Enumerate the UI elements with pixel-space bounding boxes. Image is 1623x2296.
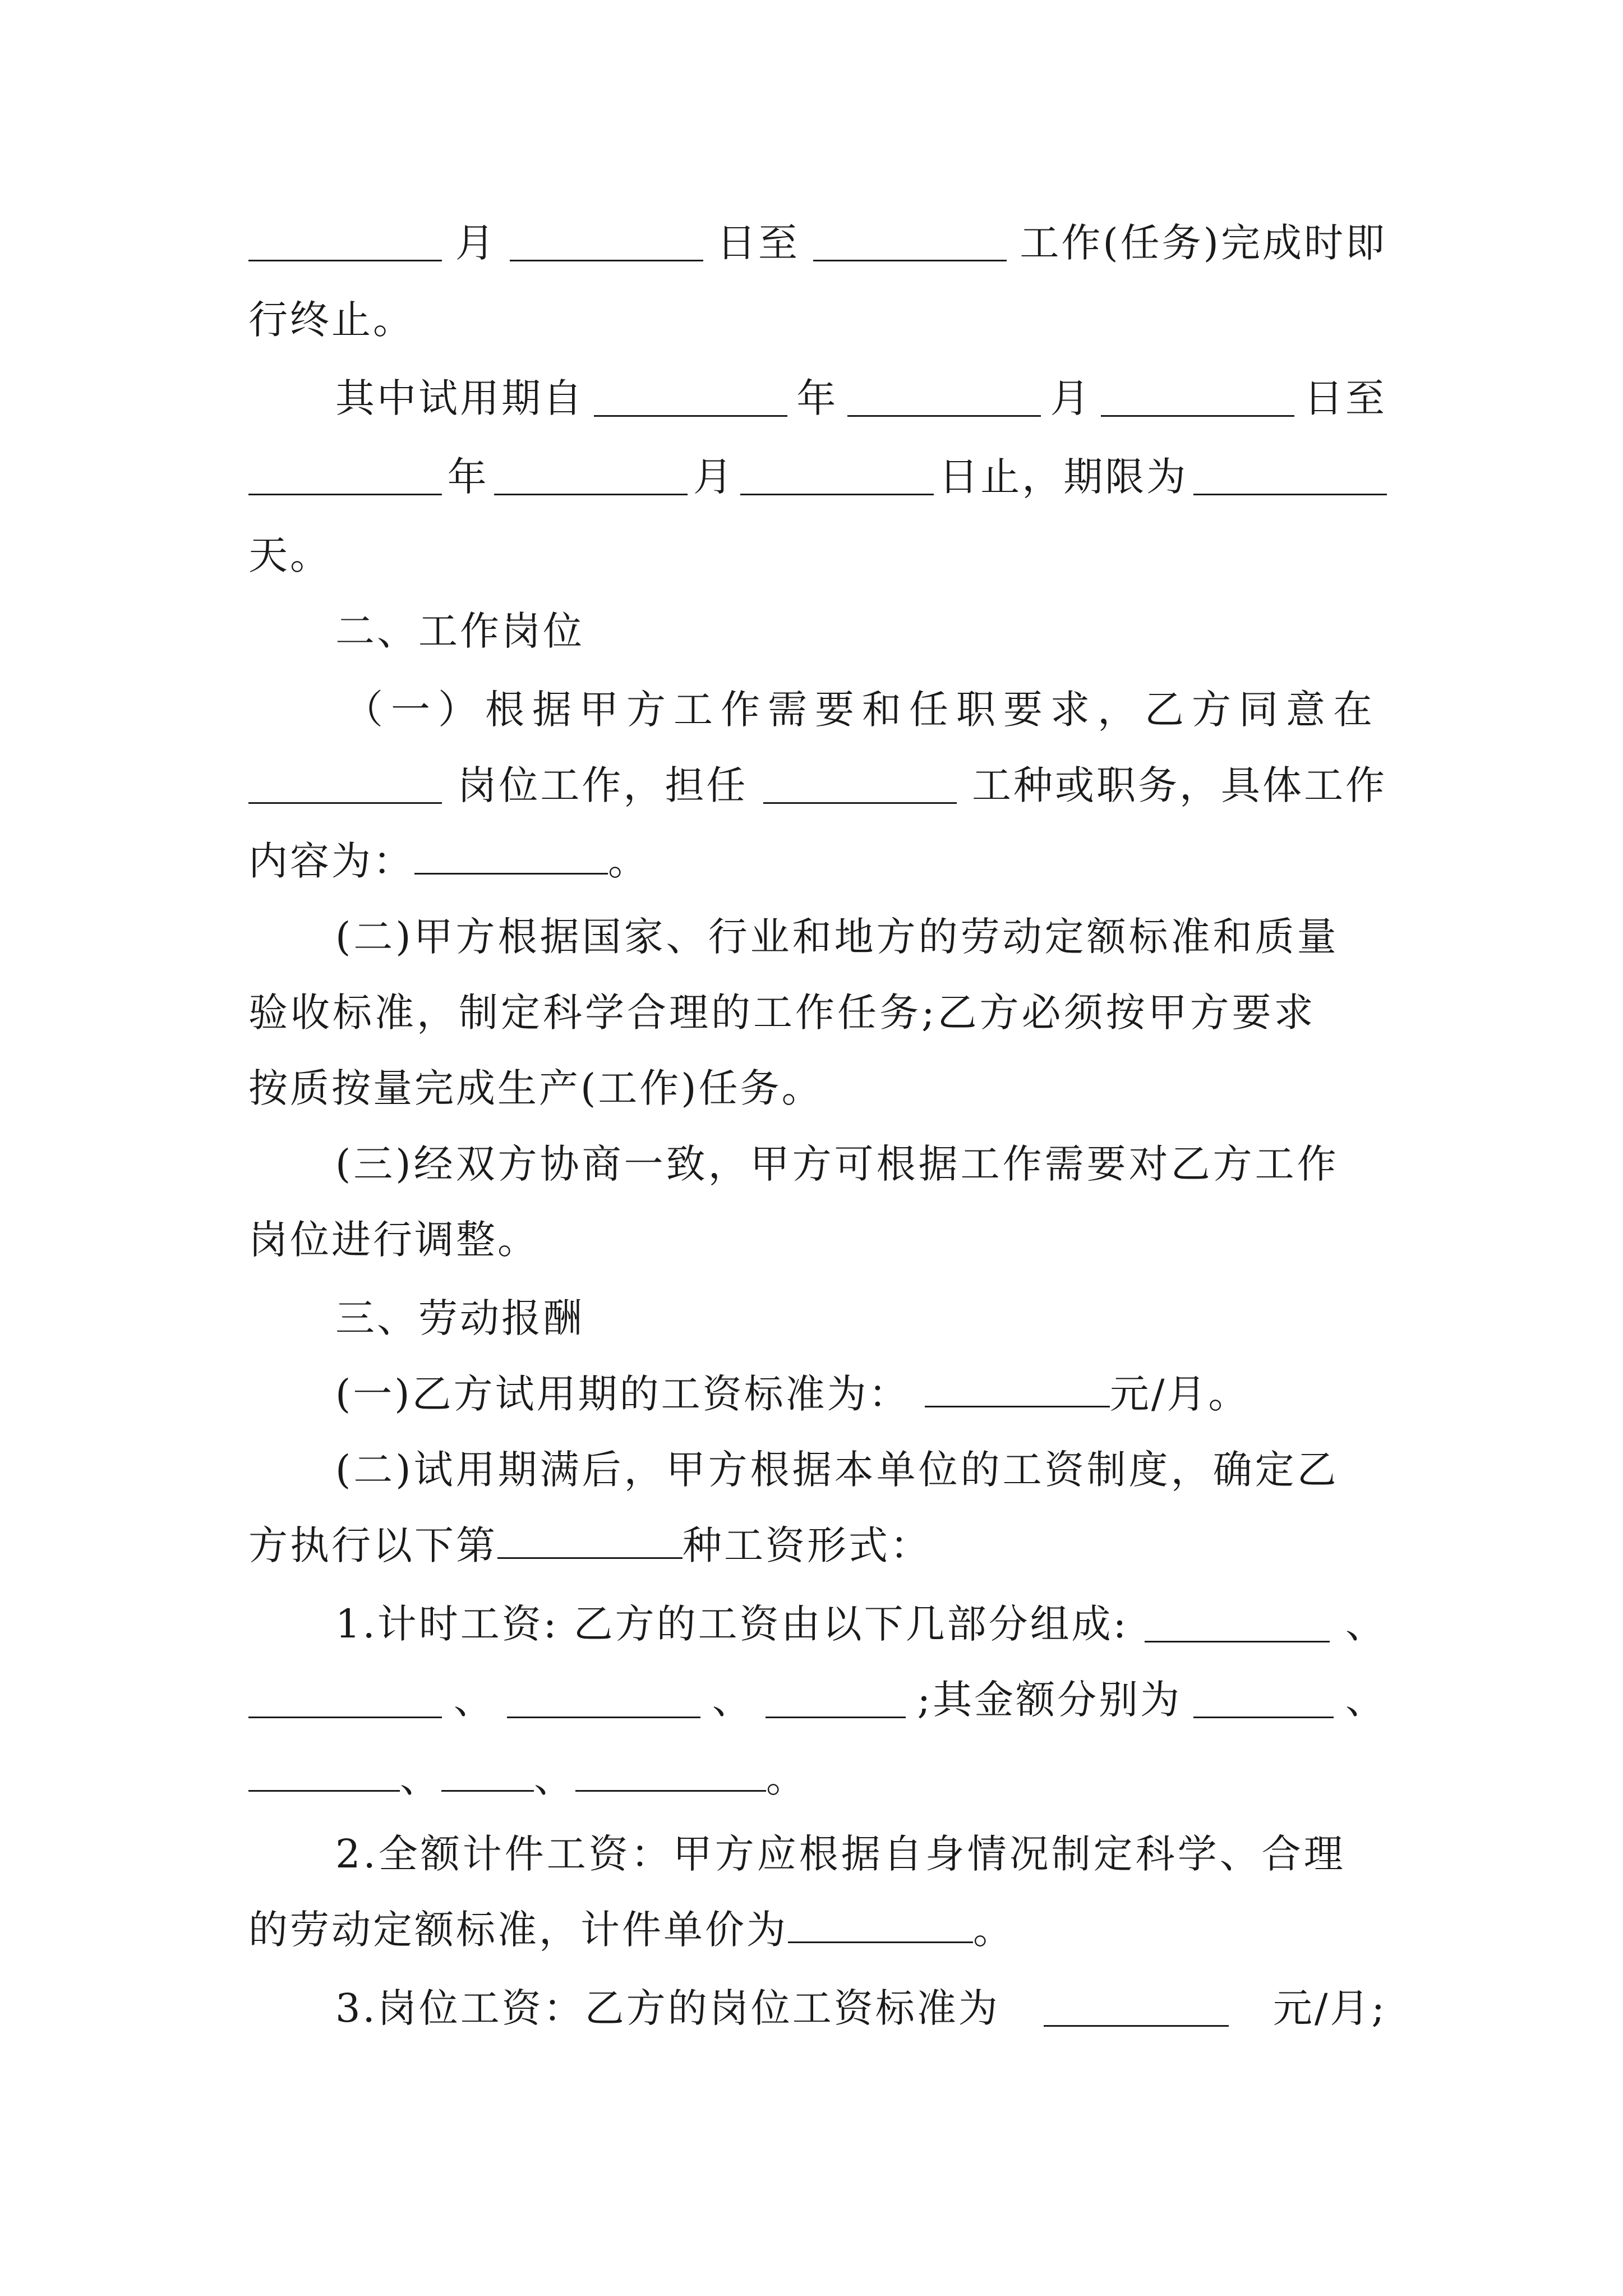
text-segment: 元/月; (1272, 1985, 1387, 2031)
text-segment: 、 (712, 1677, 754, 1723)
section-heading-2: 二、工作岗位 (335, 608, 584, 654)
blank-field[interactable] (248, 767, 442, 804)
text-segment: 年 (796, 375, 838, 421)
text-segment: 月 (455, 220, 497, 266)
text-line-18 (248, 1509, 1387, 1582)
blank-field[interactable] (1145, 1606, 1330, 1642)
text-segment: 其中试用期自 (335, 375, 584, 421)
blank-field[interactable] (507, 1682, 700, 1718)
text-segment: (一)乙方试用期的工资标准为： (335, 1371, 910, 1417)
text-line-14: 岗位进行调整。 (248, 1217, 539, 1263)
text-segment: 。 (973, 1907, 1015, 1953)
text-line-19 (248, 1588, 1387, 1660)
text-line-17: (二)试用期满后，甲方根据本单位的工资制度，确定乙 (335, 1447, 1339, 1493)
text-segment: 年 (447, 454, 489, 500)
blank-field[interactable] (925, 1371, 1110, 1407)
blank-field[interactable] (847, 380, 1041, 417)
text-segment: 工种或职务，具体工作 (971, 762, 1387, 808)
blank-field[interactable] (763, 767, 957, 804)
text-line-10: (二)甲方根据国家、行业和地方的劳动定额标准和质量 (335, 914, 1339, 960)
text-segment: 3.岗位工资：乙方的岗位工资标准为 (335, 1985, 1000, 2031)
text-segment: 1.计时工资: 乙方的工资由以下几部分组成: (335, 1601, 1129, 1647)
text-line-4 (248, 440, 1387, 513)
text-segment: 、 (400, 1755, 441, 1801)
text-segment: 月 (693, 454, 735, 500)
blank-field[interactable] (497, 1522, 683, 1559)
blank-field[interactable] (1044, 1990, 1229, 2027)
blank-field[interactable] (740, 459, 934, 495)
text-segment: 岗位工作，担任 (457, 762, 748, 808)
text-line-3 (248, 362, 1387, 435)
blank-field[interactable] (575, 1755, 766, 1792)
text-segment: 方执行以下第 (248, 1522, 497, 1568)
text-line-13: (三)经双方协商一致，甲方可根据工作需要对乙方工作 (335, 1141, 1339, 1187)
text-line-2: 行终止。 (248, 297, 414, 343)
text-segment: 种工资形式： (683, 1522, 932, 1568)
text-segment: 、 (1345, 1601, 1387, 1647)
text-segment: 内容为： (248, 838, 414, 884)
blank-field[interactable] (414, 838, 608, 875)
blank-field[interactable] (248, 225, 442, 261)
text-segment: 元/月。 (1109, 1371, 1250, 1417)
text-line-12: 按质按量完成生产(工作)任务。 (248, 1065, 823, 1111)
text-line-23 (248, 1893, 1387, 1966)
text-line-1 (248, 206, 1387, 279)
text-segment: 工作(任务)完成时即 (1020, 220, 1387, 266)
text-line-9 (248, 825, 1387, 898)
text-line-22: 2.全额计件工资：甲方应根据自身情况制定科学、合理 (335, 1831, 1346, 1877)
blank-field[interactable] (248, 1682, 442, 1718)
text-segment: 。 (766, 1755, 808, 1801)
text-line-20 (248, 1663, 1387, 1736)
text-line-24 (248, 1972, 1387, 2045)
text-segment: 日至 (717, 220, 800, 266)
text-line-16 (248, 1358, 1387, 1430)
text-segment: 、 (453, 1677, 495, 1723)
blank-field[interactable] (510, 225, 703, 261)
text-segment: 日至 (1303, 375, 1387, 421)
text-segment: 月 (1050, 375, 1092, 421)
blank-field[interactable] (594, 380, 787, 417)
text-segment: 的劳动定额标准，计件单价为 (248, 1907, 788, 1953)
blank-field[interactable] (248, 459, 442, 495)
blank-field[interactable] (1101, 380, 1294, 417)
text-segment: 、 (1345, 1677, 1387, 1723)
blank-field[interactable] (1193, 459, 1387, 495)
text-segment: ;其金额分别为 (917, 1677, 1182, 1723)
blank-field[interactable] (813, 225, 1007, 261)
text-line-8 (248, 749, 1387, 822)
text-segment: 。 (608, 838, 649, 884)
text-line-5: 天。 (248, 532, 331, 578)
blank-field[interactable] (441, 1755, 534, 1792)
text-line-7: （一）根据甲方工作需要和任职要求，乙方同意在 (344, 687, 1380, 733)
section-heading-3: 三、劳动报酬 (335, 1295, 584, 1341)
text-segment: 日止，期限为 (939, 454, 1188, 500)
text-line-11: 验收标准，制定科学合理的工作任务;乙方必须按甲方要求 (248, 990, 1316, 1036)
blank-field[interactable] (766, 1682, 906, 1718)
blank-field[interactable] (1193, 1682, 1334, 1718)
blank-field[interactable] (788, 1907, 973, 1943)
blank-field[interactable] (248, 1755, 400, 1792)
blank-field[interactable] (494, 459, 688, 495)
text-segment: 、 (534, 1755, 575, 1801)
text-line-21 (248, 1742, 1387, 1815)
